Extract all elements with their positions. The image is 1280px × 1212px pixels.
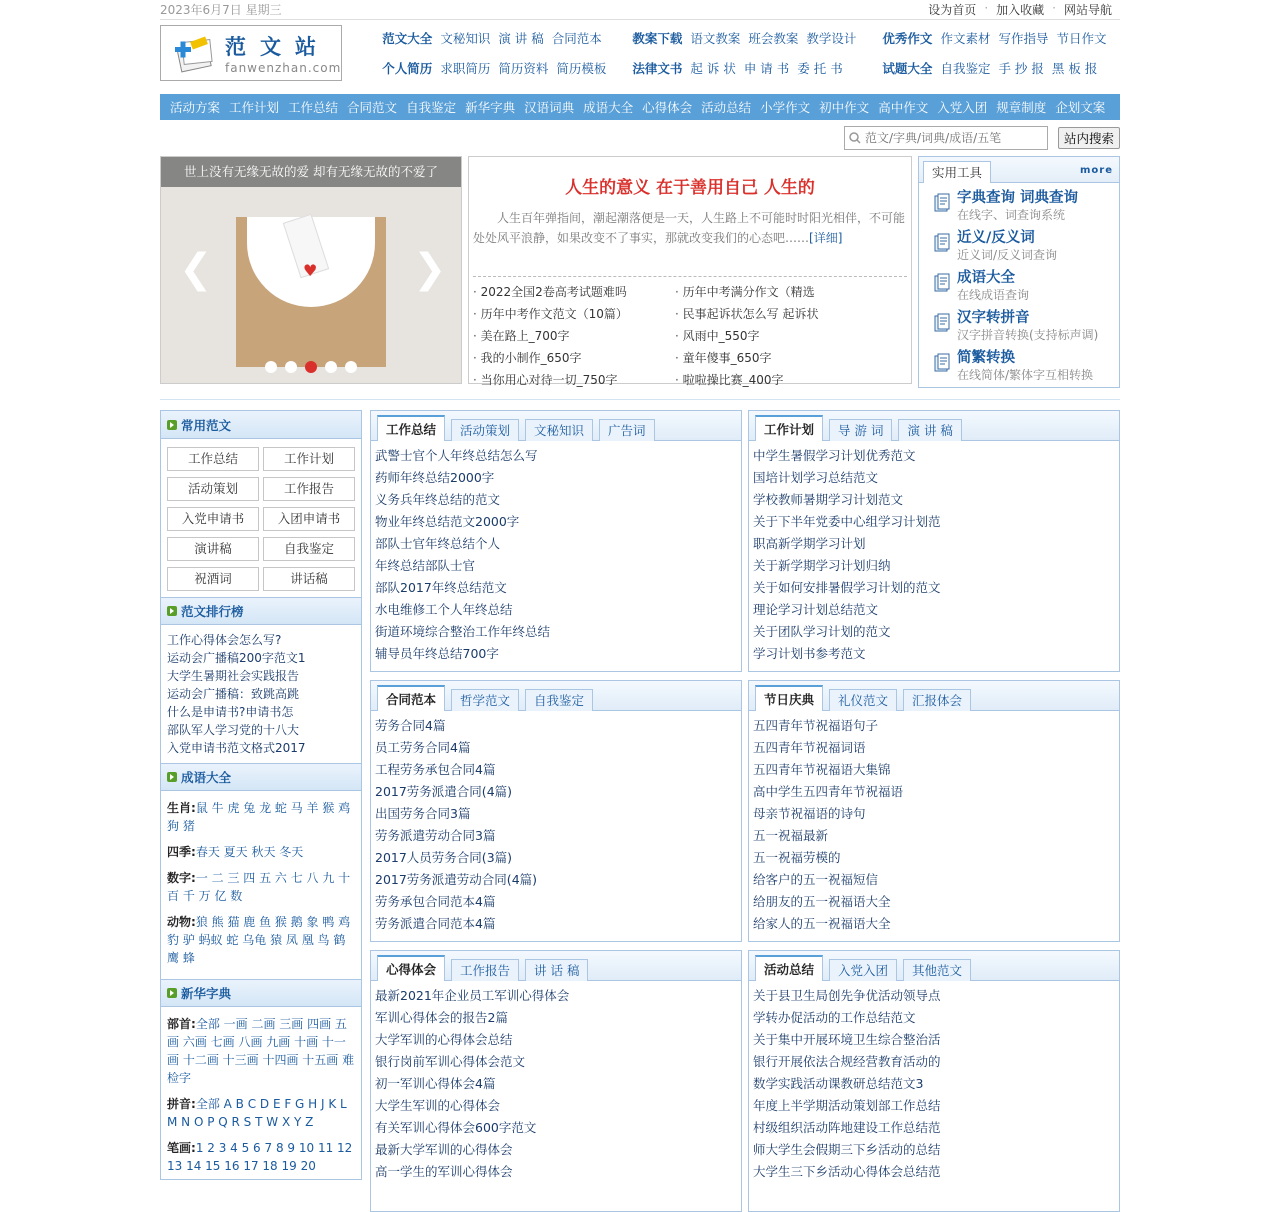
- nav-link[interactable]: 申 请 书: [743, 61, 790, 76]
- site-nav-link[interactable]: 网站导航: [1063, 3, 1112, 17]
- tools-panel: [918, 156, 1120, 388]
- nav-legal[interactable]: 法律文书: [632, 61, 683, 76]
- list-item[interactable]: 五四青年节祝福语大集锦: [753, 762, 891, 777]
- content-box: [748, 410, 1120, 672]
- headline-list-item[interactable]: · 历年中考满分作文（精选: [675, 281, 877, 303]
- list-item[interactable]: 大学生三下乡活动心得体会总结范: [753, 1164, 941, 1179]
- tool-item[interactable]: [919, 343, 1119, 383]
- arrow-icon: [167, 606, 177, 616]
- set-homepage-link[interactable]: 设为首页: [928, 3, 977, 17]
- tab-active[interactable]: 合同范本: [377, 685, 445, 711]
- box-tabs: [371, 951, 741, 981]
- list-item[interactable]: 数学实践活动课教研总结范文3: [753, 1076, 924, 1091]
- logo-icon: [169, 31, 215, 75]
- list-item[interactable]: 五四青年节祝福词语: [753, 740, 866, 755]
- sidebar-group: [167, 1095, 355, 1131]
- common-fanwen-header: [161, 411, 361, 439]
- tool-title[interactable]: 简繁转换: [957, 350, 1015, 366]
- menu-item[interactable]: 规章制度: [996, 100, 1047, 115]
- tab[interactable]: 哲学范文: [451, 689, 519, 711]
- logo-title: 范文站: [225, 34, 330, 59]
- nav-link[interactable]: 委 托 书: [797, 61, 843, 76]
- headline-list-item[interactable]: · 啦啦操比赛_400字: [675, 369, 877, 391]
- list-item[interactable]: 关于集中开展环境卫生综合整治活: [753, 1032, 941, 1047]
- nav-exam[interactable]: 试题大全: [882, 61, 933, 76]
- tool-subtitle: 在线简体/繁体字互相转换: [957, 368, 1094, 382]
- sidebar-group: [167, 843, 355, 861]
- nav-link[interactable]: 黑 板 报: [1051, 61, 1098, 76]
- common-fanwen-button[interactable]: 入党申请书: [167, 507, 259, 531]
- pinyin-icon: [933, 313, 951, 333]
- add-favorite-link[interactable]: 加入收藏: [996, 3, 1045, 17]
- slider-dot[interactable]: [265, 361, 277, 373]
- detail-link[interactable]: [详细]: [809, 231, 843, 245]
- list-item[interactable]: 最新2021年企业员工军训心得体会: [375, 988, 570, 1003]
- list-item[interactable]: 劳务派遣合同范本4篇: [375, 916, 496, 931]
- search-box: [844, 126, 1048, 150]
- idiom-header: [161, 763, 361, 791]
- box-tabs: [749, 681, 1119, 711]
- list-item[interactable]: 最新大学军训的心得体会: [375, 1142, 513, 1157]
- list-item[interactable]: 辅导员年终总结700字: [375, 646, 499, 661]
- headline-list-item[interactable]: · 当你用心对待一切_750字: [473, 369, 675, 391]
- box-list: [371, 711, 741, 939]
- tool-item[interactable]: [919, 303, 1119, 343]
- group-label: 动物:: [167, 915, 196, 929]
- slide-caption[interactable]: 世上没有无缘无故的爱 却有无缘无故的不爱了: [161, 157, 461, 187]
- list-item[interactable]: 关于团队学习计划的范文: [753, 624, 891, 639]
- group-label: 生肖:: [167, 801, 196, 815]
- slider-dot[interactable]: [345, 361, 357, 373]
- section-title: 常用范文: [181, 417, 232, 433]
- list-item[interactable]: 2017劳务派遣合同(4篇): [375, 784, 513, 799]
- menu-item[interactable]: 初中作文: [819, 100, 870, 115]
- rank-item[interactable]: 部队军人学习党的十八大: [167, 723, 300, 737]
- common-fanwen-button[interactable]: 祝酒词: [167, 567, 259, 591]
- group-label: 拼音:: [167, 1097, 196, 1111]
- headline-panel: [468, 156, 912, 387]
- list-item[interactable]: 关于下半年党委中心组学习计划范: [753, 514, 941, 529]
- synonym-icon: [933, 233, 951, 253]
- group-links[interactable]: 1 2 3 4 5 6 7 8 9 10 11 12 13 14 15 16 17 18 19 20: [167, 1141, 353, 1173]
- list-item[interactable]: 劳务派遣劳动合同3篇: [375, 828, 496, 843]
- list-item[interactable]: 国培计划学习总结范文: [753, 470, 879, 485]
- nav-link[interactable]: 作文素材: [940, 31, 991, 46]
- list-item[interactable]: 2017劳务派遣劳动合同(4篇): [375, 872, 538, 887]
- tool-item[interactable]: [919, 263, 1119, 303]
- list-item[interactable]: 义务兵年终总结的范文: [375, 492, 501, 507]
- rank-item[interactable]: 运动会广播稿200字范文1: [167, 651, 306, 665]
- section-title: 成语大全: [181, 770, 232, 785]
- box-list: [371, 441, 741, 669]
- header-nav-column: [382, 29, 632, 77]
- box-list: [749, 981, 1119, 1187]
- common-fanwen-grid: [161, 439, 361, 597]
- nav-link[interactable]: 写作指导: [998, 31, 1049, 46]
- dict-list: [161, 1007, 361, 1187]
- tool-item[interactable]: [919, 223, 1119, 263]
- tab[interactable]: 汇报体会: [903, 689, 971, 711]
- list-item[interactable]: 中学生暑假学习计划优秀范文: [753, 448, 916, 463]
- tab[interactable]: 讲 话 稿: [525, 959, 588, 981]
- slider-dot[interactable]: [285, 361, 297, 373]
- menu-item[interactable]: 心得体会: [642, 100, 693, 115]
- menu-item[interactable]: 小学作文: [760, 100, 811, 115]
- common-fanwen-button[interactable]: 活动策划: [167, 477, 259, 501]
- tab-active[interactable]: 心得体会: [377, 955, 445, 981]
- tool-subtitle: 近义词/反义词查询: [957, 248, 1058, 262]
- tab-active[interactable]: 活动总结: [755, 955, 823, 981]
- tool-title[interactable]: 近义/反义词: [957, 230, 1035, 246]
- list-item[interactable]: 关于新学期学习计划归纳: [753, 558, 891, 573]
- list-item[interactable]: 街道环境综合整治工作年终总结: [375, 624, 551, 639]
- group-links[interactable]: 全部 一画 二画 三画 四画 五画 六画 七画 八画 九画 十画 十一画 十二画 十三画 十四画 十五画 难检字: [167, 1017, 355, 1085]
- list-item[interactable]: 给朋友的五一祝福语大全: [753, 894, 891, 909]
- nav-link[interactable]: 语文教案: [690, 31, 741, 46]
- nav-link[interactable]: 文秘知识: [440, 31, 491, 46]
- list-item[interactable]: 2017人员劳务合同(3篇): [375, 850, 513, 865]
- list-item[interactable]: 劳务合同4篇: [375, 718, 446, 733]
- tool-item[interactable]: [919, 183, 1119, 223]
- menu-item[interactable]: 活动方案: [170, 100, 221, 115]
- list-item[interactable]: 学校教师暑期学习计划范文: [753, 492, 904, 507]
- box-tabs: [371, 681, 741, 711]
- box-list: [749, 441, 1119, 669]
- tab[interactable]: 自我鉴定: [525, 689, 593, 711]
- list-item[interactable]: 大学生军训的心得体会: [375, 1098, 501, 1113]
- headline-list-item[interactable]: · 我的小制作_650字: [473, 347, 675, 369]
- headline-list-item[interactable]: · 历年中考作文范文（10篇）: [473, 303, 675, 325]
- nav-link[interactable]: 求职简历: [440, 61, 491, 76]
- list-item[interactable]: 银行开展依法合规经营教育活动的: [753, 1054, 941, 1069]
- common-fanwen-button[interactable]: 工作计划: [263, 447, 355, 471]
- tab[interactable]: 导 游 词: [829, 419, 892, 441]
- nav-link[interactable]: 手 抄 报: [998, 61, 1044, 76]
- headline-desc-text: 人生百年弹指间，潮起潮落便是一天，人生路上不可能时时阳光相伴，不可能处处风平浪静，如果改变不了事实，那就改变我们的心态吧……: [473, 211, 906, 245]
- menu-item[interactable]: 工作总结: [288, 100, 339, 115]
- headline-list: [473, 276, 907, 391]
- sidebar-group: [167, 799, 355, 835]
- list-item[interactable]: 出国劳务合同3篇: [375, 806, 471, 821]
- tools-header: [919, 157, 1119, 183]
- menu-item[interactable]: 成语大全: [583, 100, 634, 115]
- nav-link[interactable]: 简历模板: [556, 61, 607, 76]
- nav-link[interactable]: 起 诉 状: [690, 61, 736, 76]
- box-tabs: [749, 411, 1119, 441]
- left-sidebar: [160, 410, 362, 1180]
- list-item[interactable]: 给客户的五一祝福短信: [753, 872, 879, 887]
- sidebar-group: [167, 913, 355, 967]
- list-item[interactable]: 有关军训心得体会600字范文: [375, 1120, 537, 1135]
- common-fanwen-button[interactable]: 工作报告: [263, 477, 355, 501]
- nav-link[interactable]: 节日作文: [1056, 31, 1107, 46]
- top-links: [920, 1, 1120, 18]
- site-search-button[interactable]: 站内搜索: [1058, 127, 1120, 149]
- tab[interactable]: 活动策划: [451, 419, 519, 441]
- menu-item[interactable]: 活动总结: [701, 100, 752, 115]
- list-item[interactable]: 武警士官个人年终总结怎么写: [375, 448, 538, 463]
- group-label: 四季:: [167, 845, 196, 859]
- list-item[interactable]: 五一祝福劳模的: [753, 850, 841, 865]
- tool-title[interactable]: 字典查询 词典查询: [957, 190, 1079, 206]
- arrow-icon: [167, 420, 177, 430]
- common-fanwen-button[interactable]: 演讲稿: [167, 537, 259, 561]
- list-item[interactable]: 银行岗前军训心得体会范文: [375, 1054, 526, 1069]
- nav-fanwen[interactable]: 范文大全: [382, 31, 433, 46]
- nav-essay[interactable]: 优秀作文: [882, 31, 933, 46]
- list-item[interactable]: 师大学生会假期三下乡活动的总结: [753, 1142, 941, 1157]
- separator: ·: [984, 1, 989, 15]
- list-item[interactable]: 药师年终总结2000字: [375, 470, 495, 485]
- content-box: [370, 680, 742, 942]
- group-label: 数字:: [167, 871, 196, 885]
- list-item[interactable]: 学习计划书参考范文: [753, 646, 866, 661]
- group-label: 部首:: [167, 1017, 196, 1031]
- slider-next-button[interactable]: ❯: [413, 246, 447, 292]
- nav-link[interactable]: 教学设计: [806, 31, 857, 46]
- group-links[interactable]: 一 二 三 四 五 六 七 八 九 十 百 千 万 亿 数: [167, 871, 351, 903]
- list-item[interactable]: 劳务承包合同范本4篇: [375, 894, 496, 909]
- menu-item[interactable]: 合同范文: [347, 100, 398, 115]
- menu-item[interactable]: 工作计划: [229, 100, 280, 115]
- rank-item[interactable]: 运动会广播稿：致跳高跳: [167, 687, 300, 701]
- tab-active[interactable]: 工作计划: [755, 415, 823, 441]
- list-item[interactable]: 五四青年节祝福语句子: [753, 718, 879, 733]
- group-links[interactable]: 全部 A B C D E F G H J K L M N O P Q R S T W X Y Z: [167, 1097, 347, 1129]
- list-item[interactable]: 理论学习计划总结范文: [753, 602, 879, 617]
- list-item[interactable]: 工程劳务承包合同4篇: [375, 762, 496, 777]
- site-header: [160, 20, 1120, 92]
- content-box: [370, 410, 742, 672]
- idiom-list: [161, 791, 361, 979]
- tools-more-link[interactable]: more: [1079, 165, 1113, 176]
- content-box: [748, 680, 1120, 942]
- list-item[interactable]: 学转办促活动的工作总结范文: [753, 1010, 916, 1025]
- menu-item[interactable]: 入党入团: [937, 100, 988, 115]
- content-box: [748, 950, 1120, 1212]
- header-nav: [382, 29, 1132, 77]
- list-item[interactable]: 部队2017年终总结范文: [375, 580, 507, 595]
- list-item[interactable]: 军训心得体会的报告2篇: [375, 1010, 508, 1025]
- search-icon: [849, 132, 861, 144]
- slider-prev-button[interactable]: ❮: [179, 246, 213, 292]
- common-fanwen-button[interactable]: 讲话稿: [263, 567, 355, 591]
- rank-item[interactable]: 大学生暑期社会实践报告: [167, 669, 300, 683]
- tab[interactable]: 文秘知识: [525, 419, 593, 441]
- group-links[interactable]: 春天 夏天 秋天 冬天: [195, 845, 304, 859]
- rank-item[interactable]: 什么是申请书?申请书怎: [167, 705, 294, 719]
- slider-dots: [161, 361, 461, 373]
- nav-link[interactable]: 合同范本: [551, 31, 602, 46]
- group-links[interactable]: 狼 熊 猫 鹿 鱼 猴 鹅 象 鸭 鸡 豹 驴 蚂蚁 蛇 乌龟 猿 凤 凰 鸟 鹤 鹰 蜂: [167, 915, 351, 965]
- list-item[interactable]: 部队士官年终总结个人: [375, 536, 501, 551]
- tool-subtitle: 汉字拼音转换(支持标声调): [957, 328, 1099, 342]
- nav-link[interactable]: 演 讲 稿: [498, 31, 544, 46]
- convert-icon: [933, 353, 951, 373]
- nav-lesson[interactable]: 教案下载: [632, 31, 683, 46]
- list-item[interactable]: 给家人的五一祝福语大全: [753, 916, 891, 931]
- tools-title: 实用工具: [923, 161, 991, 183]
- tab-active[interactable]: 工作总结: [377, 415, 445, 441]
- current-date: 2023年6月7日 星期三: [160, 3, 282, 17]
- headline-list-item[interactable]: · 风雨中_550字: [675, 325, 877, 347]
- heart-icon: ♥: [303, 261, 318, 280]
- image-slider[interactable]: [160, 156, 462, 384]
- tab[interactable]: 工作报告: [451, 959, 519, 981]
- rank-list: [161, 625, 361, 763]
- headline-list-item[interactable]: · 美在路上_700字: [473, 325, 675, 347]
- logo-domain: fanwenzhan.com: [225, 61, 342, 75]
- list-item[interactable]: 水电维修工个人年终总结: [375, 602, 513, 617]
- list-item[interactable]: 物业年终总结范文2000字: [375, 514, 520, 529]
- list-item[interactable]: 年度上半学期活动策划部工作总结: [753, 1098, 941, 1113]
- list-item[interactable]: 高中学生五四青年节祝福语: [753, 784, 904, 799]
- box-tabs: [371, 411, 741, 441]
- sidebar-group: [167, 869, 355, 905]
- search-input[interactable]: [865, 131, 1035, 145]
- header-nav-column: [632, 29, 882, 77]
- tab[interactable]: 其他范文: [903, 959, 971, 981]
- tool-subtitle: 在线字、词查询系统: [957, 208, 1066, 222]
- tab[interactable]: 演 讲 稿: [898, 419, 961, 441]
- separator: ·: [1052, 1, 1056, 15]
- tab[interactable]: 广告词: [599, 419, 655, 441]
- list-item[interactable]: 关于县卫生局创先争优活动领导点: [753, 988, 941, 1003]
- section-title: 新华字典: [181, 986, 232, 1001]
- section-title: 范文排行榜: [181, 604, 244, 619]
- dict-header: [161, 979, 361, 1007]
- headline-description: [473, 208, 907, 268]
- list-item[interactable]: 员工劳务合同4篇: [375, 740, 471, 755]
- list-item[interactable]: 高一学生的军训心得体会: [375, 1164, 513, 1179]
- box-tabs: [749, 951, 1119, 981]
- menu-item[interactable]: 企划文案: [1055, 100, 1106, 115]
- rank-item[interactable]: 工作心得体会怎么写?: [167, 633, 282, 647]
- arrow-icon: [167, 988, 177, 998]
- common-fanwen-button[interactable]: 自我鉴定: [263, 537, 355, 561]
- header-nav-column: [882, 29, 1132, 77]
- main-menu-bar: [160, 94, 1120, 120]
- headline-list-item[interactable]: · 2022全国2卷高考试题难吗: [473, 281, 675, 303]
- headline-title[interactable]: 人生的意义 在于善用自己 人生的: [565, 178, 815, 198]
- headline-list-item[interactable]: · 童年傻事_650字: [675, 347, 877, 369]
- tab-active[interactable]: 节日庆典: [755, 685, 823, 711]
- list-item[interactable]: 年终总结部队士官: [375, 558, 476, 573]
- headline-list-item[interactable]: · 民事起诉状怎么写 起诉状: [675, 303, 877, 325]
- list-item[interactable]: 五一祝福最新: [753, 828, 829, 843]
- arrow-icon: [167, 772, 177, 782]
- main-section: [160, 410, 1120, 1212]
- list-item[interactable]: 村级组织活动阵地建设工作总结范: [753, 1120, 941, 1135]
- nav-link[interactable]: 简历资料: [498, 61, 549, 76]
- site-logo[interactable]: [160, 25, 342, 81]
- slider-dot[interactable]: [325, 361, 337, 373]
- list-item[interactable]: 母亲节祝福语的诗句: [753, 806, 866, 821]
- group-label: 笔画:: [167, 1141, 196, 1155]
- list-item[interactable]: 职高新学期学习计划: [753, 536, 866, 551]
- tab[interactable]: 入党入团: [829, 959, 897, 981]
- menu-item[interactable]: 汉语词典: [524, 100, 575, 115]
- menu-item[interactable]: 自我鉴定: [406, 100, 457, 115]
- sidebar-group: [167, 1139, 355, 1175]
- top-bar: [160, 0, 1120, 20]
- dictionary-icon: [933, 193, 951, 213]
- box-list: [749, 711, 1119, 939]
- list-item[interactable]: 关于如何安排暑假学习计划的范文: [753, 580, 941, 595]
- tab[interactable]: 礼仪范文: [829, 689, 897, 711]
- sidebar-group: [167, 1015, 355, 1087]
- menu-item[interactable]: 新华字典: [465, 100, 516, 115]
- content-boxes: [370, 410, 1120, 1212]
- tool-title[interactable]: 汉字转拼音: [957, 310, 1030, 326]
- nav-link[interactable]: 班会教案: [748, 31, 799, 46]
- list-item[interactable]: 初一军训心得体会4篇: [375, 1076, 496, 1091]
- rank-item[interactable]: 入党申请书范文格式2017: [167, 741, 306, 755]
- search-row: [160, 120, 1120, 156]
- tool-title[interactable]: 成语大全: [957, 270, 1015, 286]
- menu-item[interactable]: 高中作文: [878, 100, 929, 115]
- nav-link[interactable]: 自我鉴定: [940, 61, 991, 76]
- list-item[interactable]: 大学军训的心得体会总结: [375, 1032, 513, 1047]
- box-list: [371, 981, 741, 1187]
- common-fanwen-button[interactable]: 工作总结: [167, 447, 259, 471]
- featured-section: [160, 156, 1120, 388]
- slider-dot-active[interactable]: [305, 361, 317, 373]
- rank-header: [161, 597, 361, 625]
- group-links[interactable]: 鼠 牛 虎 兔 龙 蛇 马 羊 猴 鸡 狗 猪: [167, 801, 351, 833]
- nav-resume[interactable]: 个人简历: [382, 61, 433, 76]
- common-fanwen-button[interactable]: 入团申请书: [263, 507, 355, 531]
- content-box: [370, 950, 742, 1212]
- tool-subtitle: 在线成语查询: [957, 288, 1030, 302]
- idiom-icon: [933, 273, 951, 293]
